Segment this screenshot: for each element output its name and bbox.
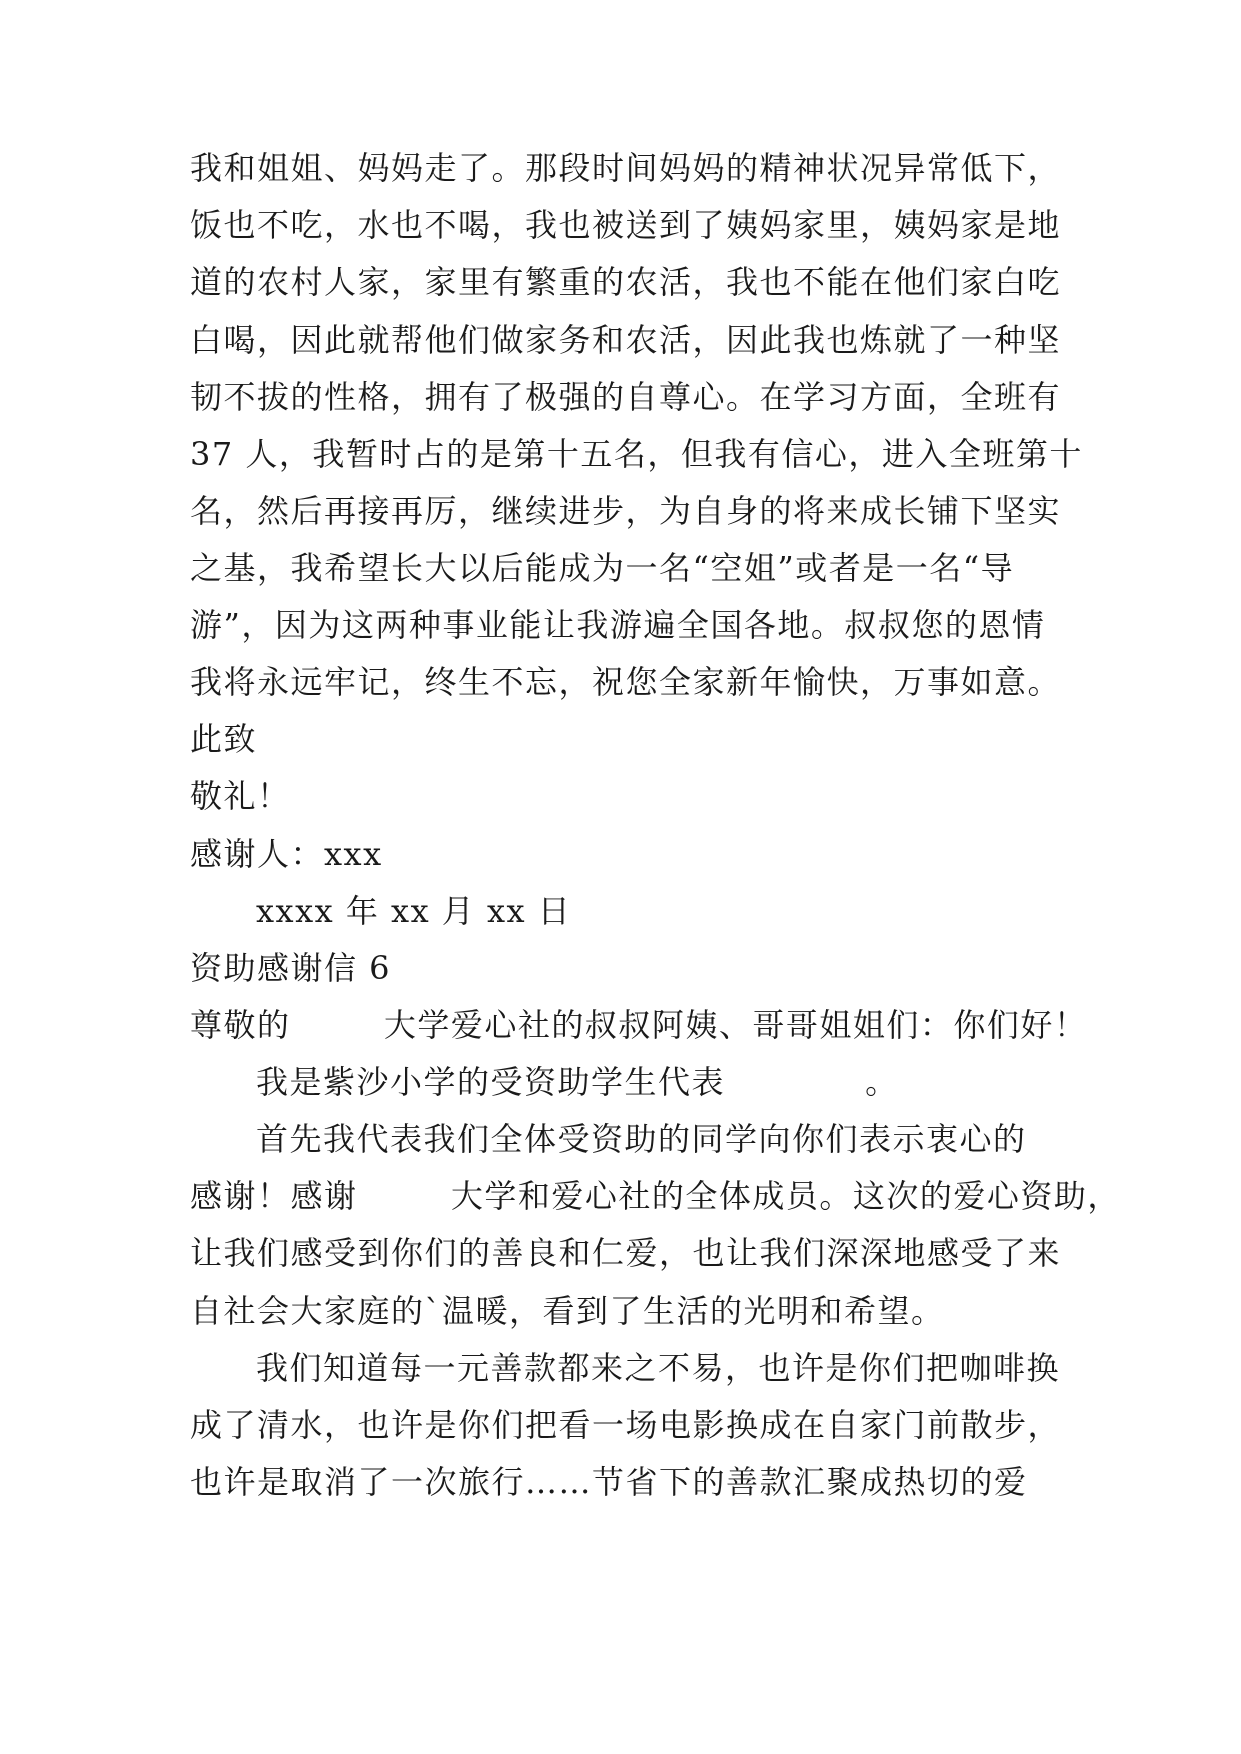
text-line: 成了清水，也许是你们把看一场电影换成在自家门前散步，	[190, 1406, 1062, 1444]
text-line: 感谢！感谢 大学和爱心社的全体成员。这次的爱心资助，	[190, 1177, 1121, 1215]
salutation-line: 敬礼！	[190, 777, 291, 815]
text-line: 饭也不吃，水也不喝，我也被送到了姨妈家里，姨妈家是地	[190, 206, 1062, 244]
text-line: 之基，我希望长大以后能成为一名“空姐”或者是一名“导	[190, 549, 1015, 587]
text-line: 名，然后再接再厉，继续进步，为自身的将来成长铺下坚实	[190, 492, 1062, 530]
text-line: 首先我代表我们全体受资助的同学向你们表示衷心的	[256, 1120, 1027, 1158]
text-line: 我们知道每一元善款都来之不易，也许是你们把咖啡换	[256, 1349, 1061, 1387]
text-line: 韧不拔的性格，拥有了极强的自尊心。在学习方面，全班有	[190, 378, 1062, 416]
text-line: 游”，因为这两种事业能让我游遍全国各地。叔叔您的恩情	[190, 606, 1046, 644]
text-line: 道的农村人家，家里有繁重的农活，我也不能在他们家白吃	[190, 263, 1062, 301]
greeting-line: 尊敬的 大学爱心社的叔叔阿姨、哥哥姐姐们：你们好！	[190, 1006, 1088, 1044]
text-line: 我将永远牢记，终生不忘，祝您全家新年愉快，万事如意。	[190, 663, 1062, 701]
date-line: xxxx 年 xx 月 xx 日	[256, 892, 572, 930]
text-line: 也许是取消了一次旅行……节省下的善款汇聚成热切的爱	[190, 1463, 1028, 1501]
text-line: 我是紫沙小学的受资助学生代表 。	[256, 1063, 899, 1101]
signature-line: 感谢人：xxx	[190, 835, 383, 873]
text-line: 37 人，我暂时占的是第十五名，但我有信心，进入全班第十	[190, 435, 1083, 473]
text-line: 自社会大家庭的`温暖，看到了生活的光明和希望。	[190, 1292, 945, 1330]
section-title: 资助感谢信 6	[190, 949, 392, 987]
text-line: 让我们感受到你们的善良和仁爱，也让我们深深地感受了来	[190, 1234, 1062, 1272]
text-line: 白喝，因此就帮他们做家务和农活，因此我也炼就了一种坚	[190, 321, 1062, 359]
text-line: 我和姐姐、妈妈走了。那段时间妈妈的精神状况异常低下，	[190, 149, 1062, 187]
closing-line: 此致	[190, 720, 258, 758]
